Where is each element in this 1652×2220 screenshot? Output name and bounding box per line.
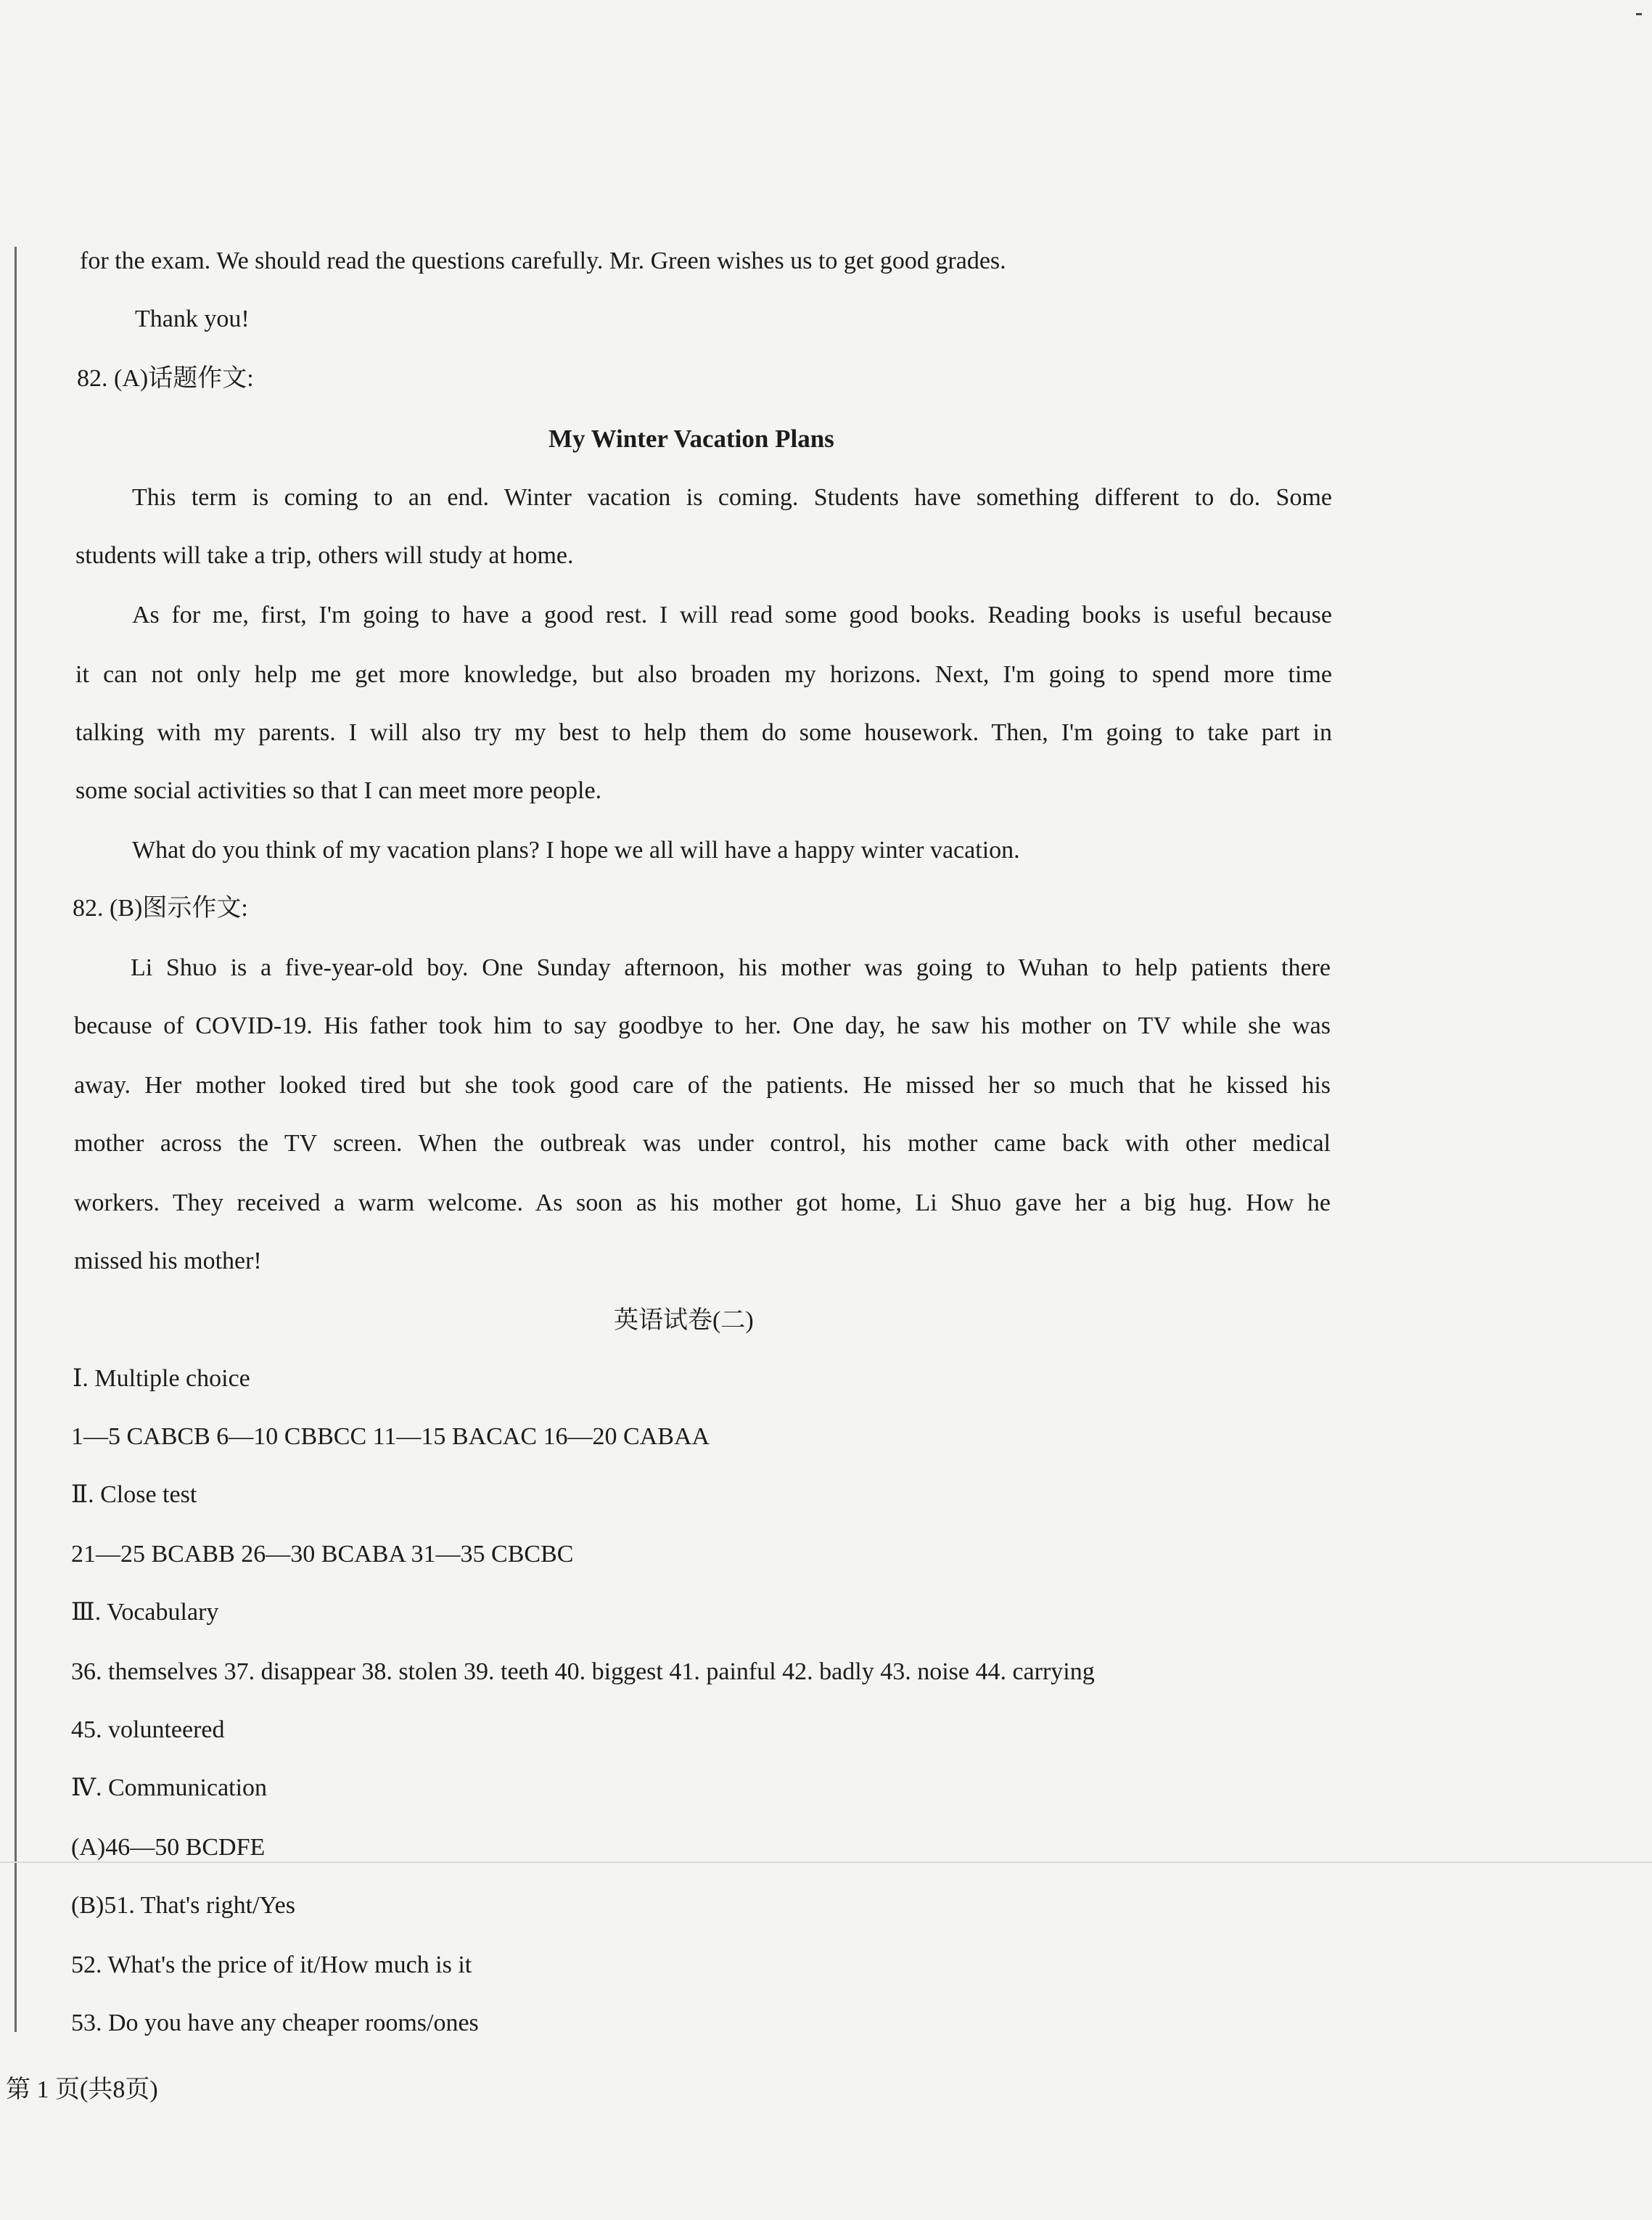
answer-line-2: 1—5 CABCB 6—10 CBBCC 11—15 BACAC 16—20 CABAA bbox=[71, 1423, 710, 1450]
essay-a-line-1: This term is coming to an end. Winter vacation is coming. Students have something different to do. Some bbox=[132, 484, 1332, 511]
essay-title: My Winter Vacation Plans bbox=[548, 425, 834, 453]
question-82a-label: 82. (A)话题作文: bbox=[77, 365, 254, 392]
answer-line-7: 45. volunteered bbox=[71, 1716, 225, 1743]
essay-b-line-3: away. Her mother looked tired but she took good care of the patients. He missed her so much that he kissed his bbox=[74, 1072, 1331, 1099]
corner-mark bbox=[1636, 13, 1642, 15]
answer-line-9: (A)46—50 BCDFE bbox=[71, 1834, 266, 1861]
question-82b-label: 82. (B)图示作文: bbox=[73, 895, 248, 922]
essay-b-line-5: workers. They received a warm welcome. As soon as his mother got home, Li Shuo gave her a big hug. How he bbox=[74, 1189, 1331, 1216]
answer-line-8: Ⅳ. Communication bbox=[71, 1774, 268, 1801]
answer-line-12: 53. Do you have any cheaper rooms/ones bbox=[71, 2010, 479, 2036]
page-footer: 第 1 页(共8页) bbox=[6, 2076, 158, 2103]
intro-line-1: for the exam. We should read the questions carefully. Mr. Green wishes us to get good grades. bbox=[80, 247, 1006, 274]
answer-line-5: Ⅲ. Vocabulary bbox=[71, 1599, 219, 1626]
essay-a-line-3: As for me, first, I'm going to have a good rest. I will read some good books. Reading books is useful because bbox=[132, 602, 1332, 628]
answer-line-1: Ⅰ. Multiple choice bbox=[73, 1365, 250, 1392]
answer-line-4: 21—25 BCABB 26—30 BCABA 31—35 CBCBC bbox=[71, 1541, 574, 1568]
essay-a-line-5: talking with my parents. I will also try my best to help them do some housework. Then, I'm going to take part in bbox=[75, 719, 1332, 746]
answer-line-3: Ⅱ. Close test bbox=[71, 1481, 197, 1508]
answer-line-11: 52. What's the price of it/How much is it bbox=[71, 1951, 472, 1978]
essay-b-line-2: because of COVID-19. His father took him to say goodbye to her. One day, he saw his mother on TV while she was bbox=[74, 1012, 1331, 1039]
essay-b-line-1: Li Shuo is a five-year-old boy. One Sunday afternoon, his mother was going to Wuhan to help patients there bbox=[131, 954, 1331, 981]
intro-line-2: Thank you! bbox=[135, 306, 250, 332]
essay-a-line-2: students will take a trip, others will study at home. bbox=[75, 542, 574, 569]
essay-a-line-4: it can not only help me get more knowledge, but also broaden my horizons. Next, I'm going to spend more time bbox=[75, 661, 1332, 688]
answer-line-10: (B)51. That's right/Yes bbox=[71, 1892, 296, 1919]
section-title: 英语试卷(二) bbox=[614, 1307, 754, 1334]
answer-line-6: 36. themselves 37. disappear 38. stolen 39. teeth 40. biggest 41. painful 42. badly 43. noise 44. carrying bbox=[71, 1658, 1095, 1685]
essay-a-line-7: What do you think of my vacation plans? I hope we all will have a happy winter vacation. bbox=[132, 837, 1020, 864]
binding-margin-rule bbox=[15, 247, 17, 2032]
essay-b-line-4: mother across the TV screen. When the outbreak was under control, his mother came back with other medical bbox=[74, 1130, 1331, 1157]
essay-b-line-6: missed his mother! bbox=[74, 1248, 262, 1274]
essay-a-line-6: some social activities so that I can meet more people. bbox=[75, 777, 602, 804]
